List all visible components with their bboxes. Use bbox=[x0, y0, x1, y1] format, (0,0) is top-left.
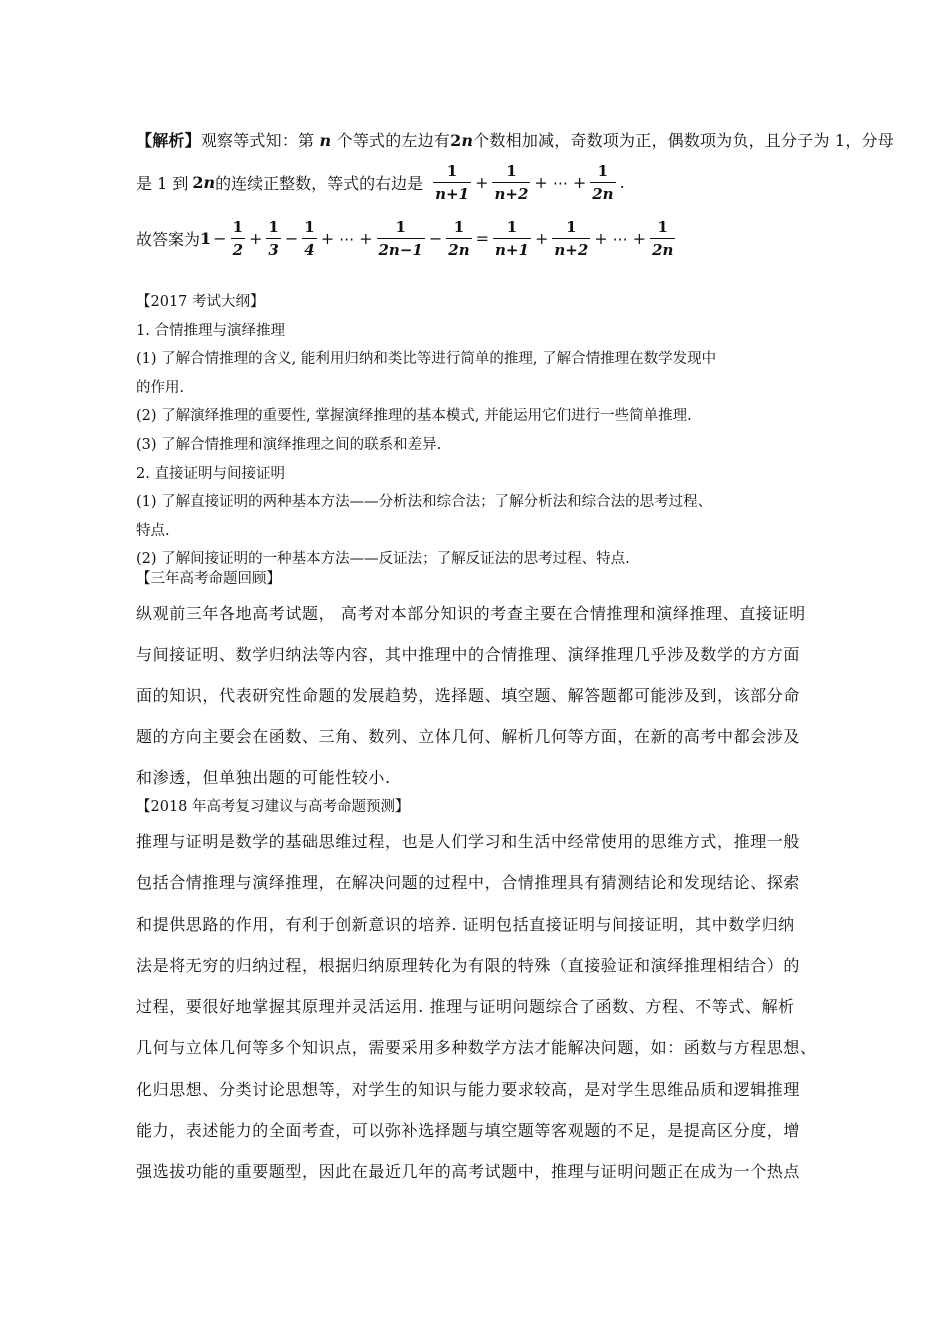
analysis-line-1 bbox=[136, 128, 894, 151]
paragraph-line: 题的方向主要会在函数、三角、数列、立体几何、解析几何等方面，在新的高考中都会涉及 bbox=[136, 727, 801, 746]
outline-line: (2) 了解间接证明的一种基本方法——反证法；了解反证法的思考过程、特点. bbox=[136, 551, 630, 568]
analysis-text: 是 1 到 bbox=[136, 174, 189, 193]
fraction: $\frac{1}{n+2}$ bbox=[554, 218, 589, 259]
plus-sign: + bbox=[249, 229, 263, 248]
equals-sign: = bbox=[475, 229, 490, 248]
outline-line: 特点. bbox=[136, 522, 170, 539]
analysis-text: 个等式的左边有 bbox=[336, 131, 451, 150]
section-heading: 【2017 考试大纲】 bbox=[136, 294, 265, 310]
outline-line: 的作用. bbox=[136, 379, 185, 396]
fraction: $\frac{1}{2n}$ bbox=[592, 162, 614, 203]
period: . bbox=[619, 173, 625, 192]
analysis-tag: 【解析】 bbox=[136, 131, 201, 150]
plus-sign: + bbox=[475, 173, 489, 192]
outline-line: (3) 了解合情推理和演绎推理之间的联系和差异. bbox=[136, 436, 442, 453]
fraction: $\frac{1}{2n}$ bbox=[448, 218, 470, 259]
outline-line: (1) 了解直接证明的两种基本方法——分析法和综合法；了解分析法和综合法的思考过程、 bbox=[136, 494, 713, 511]
var-n: n bbox=[461, 131, 474, 150]
plus-sign: + bbox=[534, 229, 549, 248]
ellipsis: ⋯ bbox=[339, 229, 355, 248]
outline-line: 2. 直接证明与间接证明 bbox=[136, 465, 285, 482]
term-one: 1 bbox=[200, 229, 212, 248]
section-heading: 【三年高考命题回顾】 bbox=[136, 571, 281, 587]
paragraph-line: 推理与证明是数学的基础思维过程，也是人们学习和生活中经常使用的思维方式，推理一般 bbox=[136, 832, 801, 851]
plus-sign: + bbox=[534, 173, 548, 192]
answer-label: 故答案为 bbox=[136, 230, 201, 249]
review-section bbox=[136, 565, 836, 798]
paragraph-line: 包括合情推理与演绎推理，在解决问题的过程中，合情推理具有猜测结论和发现结论、探索 bbox=[136, 873, 801, 893]
paragraph-line: 强选拔功能的重要题型，因此在最近几年的高考试题中，推理与证明问题正在成为一个热点 bbox=[136, 1162, 801, 1182]
fraction: $\frac{1}{n+1}$ bbox=[435, 162, 470, 203]
exam-outline-section bbox=[136, 288, 836, 574]
analysis-text: 观察等式知：第 bbox=[200, 131, 315, 150]
prediction-section bbox=[136, 793, 836, 1193]
paragraph-line: 面的知识，代表研究性命题的发展趋势，选择题、填空题、解答题都可能涉及到，该部分命 bbox=[136, 686, 801, 705]
plus-sign: + bbox=[359, 229, 373, 248]
minus-sign: − bbox=[284, 229, 299, 248]
paragraph-line: 化归思想、分类讨论思想等，对学生的知识与能力要求较高，是对学生思维品质和逻辑推理 bbox=[136, 1079, 801, 1099]
plus-sign: + bbox=[594, 229, 608, 248]
paragraph-line: 过程，要很好地掌握其原理并灵活运用. 推理与证明问题综合了函数、方程、不等式、解析 bbox=[136, 997, 795, 1017]
fraction: $\frac{1}{2n-1}$ bbox=[378, 218, 423, 259]
paragraph-line: 纵观前三年各地高考试题， 高考对本部分知识的考查主要在合情推理和演绎推理、直接证明 bbox=[136, 604, 806, 623]
var-n: n bbox=[319, 131, 332, 150]
analysis-line-2 bbox=[136, 162, 627, 203]
paragraph-line: 和提供思路的作用，有利于创新意识的培养. 证明包括直接证明与间接证明，其中数学归纳 bbox=[136, 914, 795, 934]
paragraph-line: 和渗透，但单独出题的可能性较小. bbox=[136, 768, 391, 787]
coef-2: 2 bbox=[450, 131, 462, 150]
ellipsis: ⋯ bbox=[552, 173, 568, 192]
analysis-text: 的连续正整数，等式的右边是 bbox=[215, 174, 424, 193]
fraction: $\frac{1}{2n}$ bbox=[652, 218, 674, 259]
paragraph-line: 与间接证明、数学归纳法等内容，其中推理中的合情推理、演绎推理几乎涉及数学的方方面 bbox=[136, 645, 801, 664]
coef-2: 2 bbox=[192, 173, 204, 192]
minus-sign: − bbox=[428, 229, 443, 248]
section-heading: 【2018 年高考复习建议与高考命题预测】 bbox=[136, 799, 410, 815]
fraction: $\frac{1}{2}$ bbox=[232, 218, 243, 259]
fraction: $\frac{1}{n+1}$ bbox=[495, 218, 529, 259]
plus-sign: + bbox=[632, 229, 647, 248]
paragraph-line: 法是将无穷的归纳过程，根据归纳原理转化为有限的特殊（直接验证和演绎推理相结合）的 bbox=[136, 955, 801, 975]
prediction-paragraph bbox=[136, 821, 836, 1193]
outline-line: (1) 了解合情推理的含义, 能利用归纳和类比等进行简单的推理, 了解合情推理在数学发现中 bbox=[136, 351, 717, 368]
paragraph-line: 能力，表述能力的全面考查，可以弥补选择题与填空题等客观题的不足，是提高区分度，增 bbox=[136, 1121, 801, 1141]
fraction: $\frac{1}{4}$ bbox=[304, 218, 315, 259]
plus-sign: + bbox=[320, 229, 335, 248]
fraction: $\frac{1}{3}$ bbox=[268, 218, 279, 259]
minus-sign: − bbox=[213, 229, 227, 248]
var-n: n bbox=[203, 173, 216, 192]
outline-line: 1. 合情推理与演绎推理 bbox=[136, 322, 285, 339]
paragraph-line: 几何与立体几何等多个知识点，需要采用多种数学方法才能解决问题，如：函数与方程思想、 bbox=[136, 1038, 817, 1058]
analysis-text: 个数相加减，奇数项为正，偶数项为负，且分子为 1，分母 bbox=[473, 131, 894, 150]
analysis-line-3 bbox=[136, 218, 677, 259]
ellipsis: ⋯ bbox=[612, 229, 628, 248]
review-paragraph bbox=[136, 593, 836, 798]
fraction: $\frac{1}{n+2}$ bbox=[494, 162, 529, 203]
plus-sign: + bbox=[572, 173, 587, 192]
outline-line: (2) 了解演绎推理的重要性, 掌握演绎推理的基本模式, 并能运用它们进行一些简单推理. bbox=[136, 408, 692, 425]
